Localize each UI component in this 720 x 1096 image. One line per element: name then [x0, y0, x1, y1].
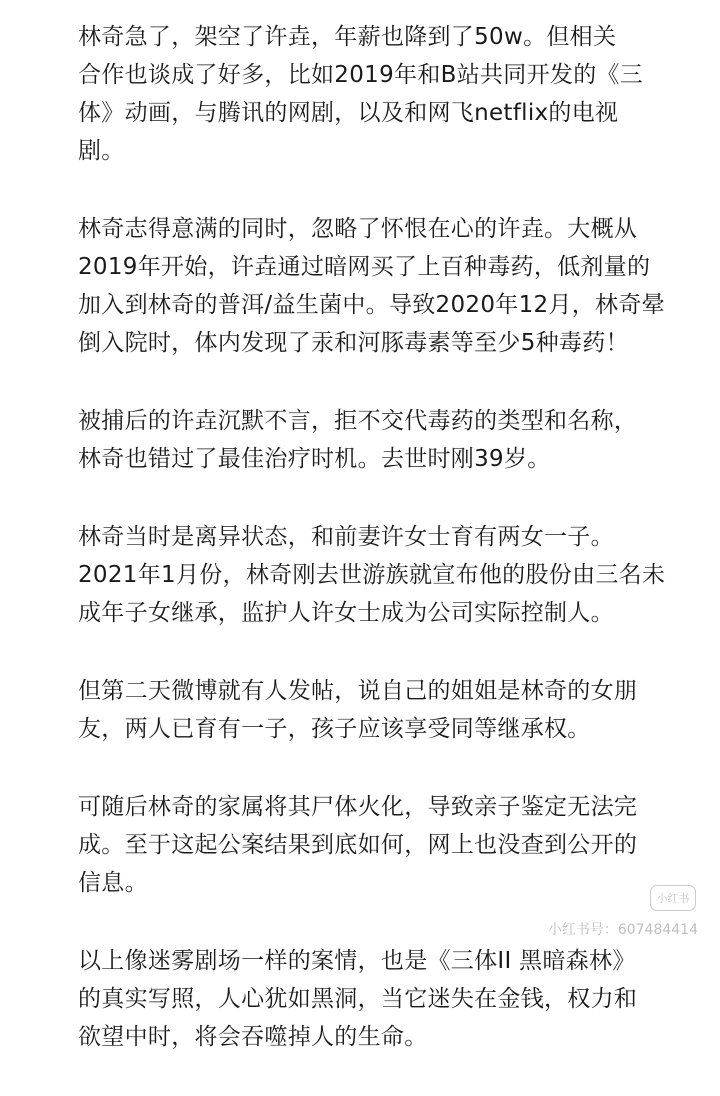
text-line: 林奇急了，架空了许垚，年薪也降到了50w。但相关: [78, 24, 617, 50]
watermark-logo-text: 小红书: [656, 892, 690, 905]
paragraph-1: [78, 18, 688, 170]
text-line: 倒入院时，体内发现了汞和河豚毒素等至少5种毒药！: [78, 330, 629, 356]
paragraph-5: [78, 672, 688, 748]
text-line: 成年子女继承，监护人许女士成为公司实际控制人。: [78, 600, 614, 626]
paragraph-2: [78, 210, 688, 362]
text-line: 体》动画，与腾讯的网剧，以及和网飞netflix的电视: [78, 100, 619, 126]
text-line: 加入到林奇的普洱/益生菌中。导致2020年12月，林奇晕: [78, 292, 665, 318]
watermark-logo: [650, 885, 696, 911]
paragraph-4: [78, 518, 688, 632]
text-line: 合作也谈成了好多，比如2019年和B站共同开发的《三: [78, 62, 644, 88]
text-line: 可随后林奇的家属将其尸体火化，导致亲子鉴定无法完: [78, 794, 638, 820]
text-line: 但第二天微博就有人发帖，说自己的姐姐是林奇的女朋: [78, 678, 638, 704]
text-line: 欲望中时，将会吞噬掉人的生命。: [78, 1024, 428, 1050]
paragraph-6: [78, 788, 688, 902]
text-line: 信息。: [78, 870, 148, 896]
text-line: 2019年开始，许垚通过暗网买了上百种毒药，低剂量的: [78, 254, 651, 280]
text-line: 林奇当时是离异状态，和前妻许女士育有两女一子。: [78, 524, 614, 550]
text-line: 以上像迷雾剧场一样的案情，也是《三体II 黑暗森林》: [78, 948, 636, 974]
text-line: 被捕后的许垚沉默不言，拒不交代毒药的类型和名称，: [78, 408, 638, 434]
text-line: 2021年1月份，林奇刚去世游族就宣布他的股份由三名未: [78, 562, 666, 588]
text-line: 友，两人已育有一子，孩子应该享受同等继承权。: [78, 716, 591, 742]
text-line: 林奇也错过了最佳治疗时机。去世时刚39岁。: [78, 446, 551, 472]
paragraph-3: [78, 402, 688, 478]
paragraph-7: [78, 942, 688, 1056]
watermark: [548, 919, 698, 939]
text-line: 林奇志得意满的同时，忽略了怀恨在心的许垚。大概从: [78, 216, 638, 242]
text-line: 剧。: [78, 138, 125, 164]
text-line: 的真实写照，人心犹如黑洞，当它迷失在金钱，权力和: [78, 986, 638, 1012]
text-line: 成。至于这起公案结果到底如何，网上也没查到公开的: [78, 832, 638, 858]
watermark-id: 小红书号：607484414: [547, 922, 698, 938]
